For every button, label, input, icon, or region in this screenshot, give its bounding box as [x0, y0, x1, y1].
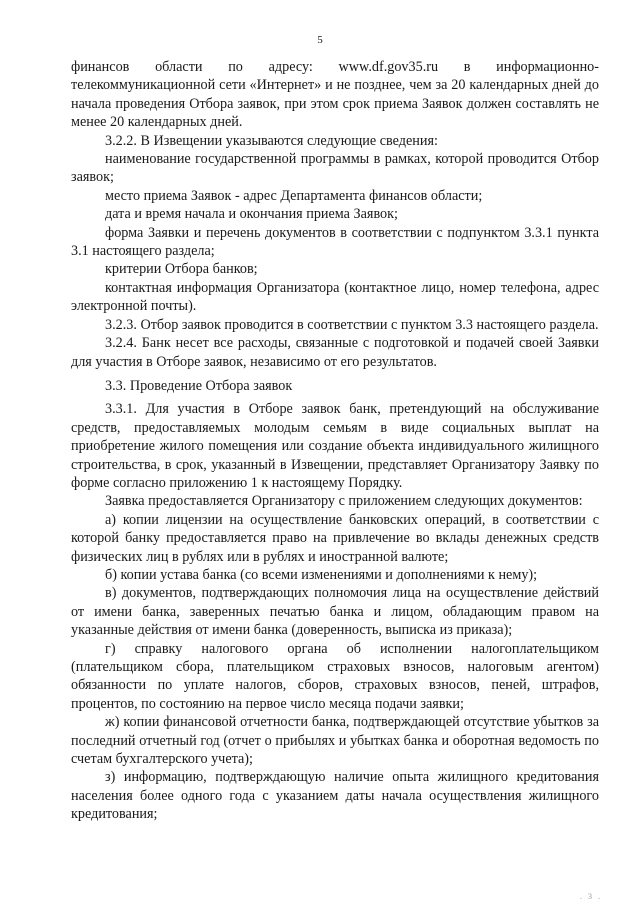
document-item-z: з) информацию, подтверждающую наличие опыта жилищного кредитования населения более одного года с указанием даты начала осуществления жилищного кредитования;	[71, 769, 599, 823]
notice-item-form: форма Заявки и перечень документов в соответствии с подпунктом 3.3.1 пункта 3.1 настоящего раздела;	[71, 224, 599, 260]
notice-item-program: наименование государственной программы в рамках, которой проводится Отбор заявок;	[71, 151, 599, 186]
notice-item-location: место приема Заявок - адрес Департамента финансов области;	[105, 187, 483, 204]
document-item-v: в) документов, подтверждающих полномочия лица на осуществление действий от имени банка, заверенных печатью банка и лицом, обладающим правом на указанные действия от имени банка (доверенность, выписка из приказа);	[71, 585, 599, 639]
notice-item-dates: дата и время начала и окончания приема Заявок;	[105, 206, 398, 223]
notice-item-criteria: критерии Отбора банков;	[105, 261, 258, 278]
corner-mark: . 3 .	[580, 892, 602, 901]
page-number: 5	[317, 34, 323, 46]
document-item-zh: ж) копии финансовой отчетности банка, подтверждающей отсутствие убытков за последний отчетный год (отчет о прибылях и убытках банка и оборотная ведомость по счетам бухгалтерского учета);	[71, 714, 599, 768]
section-heading-3-3: 3.3. Проведение Отбора заявок	[105, 377, 293, 394]
notice-item-contacts: контактная информация Организатора (контактное лицо, номер телефона, адрес электронной почты).	[71, 279, 599, 315]
document-item-a: а) копии лицензии на осуществление банковских операций, в соответствии с которой банку предоставляется право на привлечение во вклады денежных средств физических лиц в рублях или в рублях и иностранной валюте;	[71, 511, 599, 565]
documents-intro: Заявка предоставляется Организатору с приложением следующих документов:	[105, 493, 583, 510]
document-item-b: б) копии устава банка (со всеми изменениями и дополнениями к нему);	[105, 566, 538, 583]
clause-3-3-1: 3.3.1. Для участия в Отборе заявок банк, претендующий на обслуживание средств, предоставляемых молодым семьям в виде социальных выплат на приобретение жилого помещения или создание объекта индивидуального жилищного строительства, в срок, указанный в Извещении, представляет Организатору Заявку по форме согласно приложению 1 к настоящему Порядку.	[71, 401, 599, 491]
clause-3-2-3: 3.2.3. Отбор заявок проводится в соответствии с пунктом 3.3 настоящего раздела.	[105, 316, 599, 333]
clause-3-2-4: 3.2.4. Банк несет все расходы, связанные с подготовкой и подачей своей Заявки для участия в Отборе заявок, независимо от его результатов.	[71, 335, 599, 370]
document-item-g: г) справку налогового органа об исполнении налогоплательщиком (плательщиком сбора, плательщиком страховых взносов, налоговым агентом) обязанности по уплате налогов, сборов, страховых взносов, пеней, штрафов, процентов, по состоянию на первое число месяца подачи заявки;	[71, 640, 599, 712]
clause-3-2-2: 3.2.2. В Извещении указываются следующие сведения:	[105, 132, 438, 149]
document-body	[71, 58, 599, 824]
paragraph-continuation: финансов области по адресу: www.df.gov35.ru в информационно-телекоммуникационной сети «Интернет» и не позднее, чем за 20 календарных дней до начала проведения Отбора заявок, при этом срок приема Заявок должен составлять не менее 20 календарных дней.	[71, 59, 599, 131]
